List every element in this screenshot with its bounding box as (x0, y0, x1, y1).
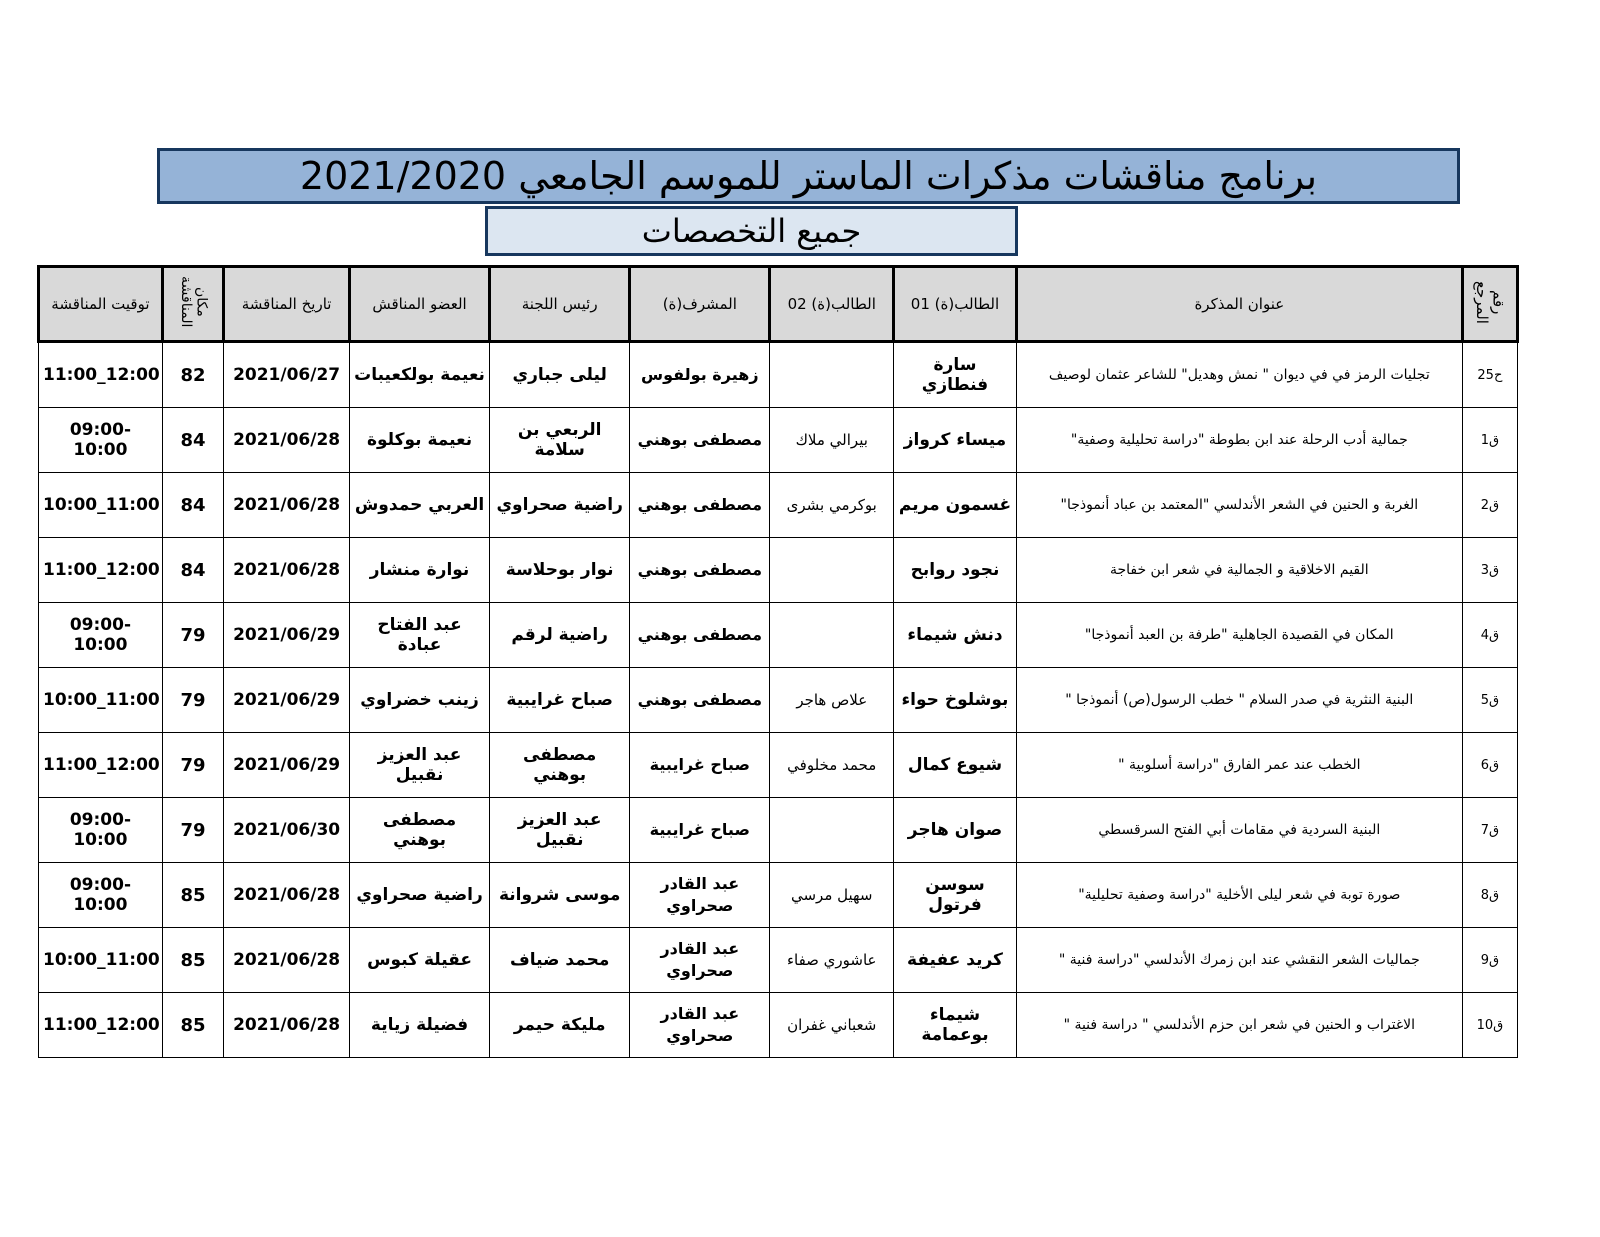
cell-time: 09:00-10:00 (39, 603, 163, 668)
cell-ref: ق4 (1462, 603, 1517, 668)
cell-time: 10:00_11:00 (39, 928, 163, 993)
table-row (39, 473, 1518, 538)
cell-examiner: فضيلة زياية (349, 993, 489, 1058)
cell-ref: ق9 (1462, 928, 1517, 993)
table-row (39, 993, 1518, 1058)
cell-student1: سارة فنطازي (894, 342, 1017, 408)
cell-time: 11:00_12:00 (39, 733, 163, 798)
cell-ref: ق7 (1462, 798, 1517, 863)
cell-student1: نجود روابح (894, 538, 1017, 603)
cell-chair: الربعي بن سلامة (490, 408, 630, 473)
cell-chair: عبد العزيز نقبيل (490, 798, 630, 863)
cell-chair: ليلى جباري (490, 342, 630, 408)
cell-time: 11:00_12:00 (39, 538, 163, 603)
cell-chair: محمد ضياف (490, 928, 630, 993)
cell-time: 10:00_11:00 (39, 668, 163, 733)
table-row (39, 603, 1518, 668)
cell-examiner: نعيمة بوكلوة (349, 408, 489, 473)
cell-ref: ق5 (1462, 668, 1517, 733)
cell-chair: صباح غرايبية (490, 668, 630, 733)
cell-date: 2021/06/28 (224, 863, 350, 928)
cell-date: 2021/06/28 (224, 993, 350, 1058)
cell-supervisor: صباح غرايبية (630, 798, 770, 863)
cell-ref: ق8 (1462, 863, 1517, 928)
cell-chair: موسى شروانة (490, 863, 630, 928)
cell-examiner: نعيمة بولكعيبات (349, 342, 489, 408)
cell-time: 10:00_11:00 (39, 473, 163, 538)
column-header-time: توقيت المناقشة (39, 267, 163, 342)
cell-supervisor: عبد القادر صحراوي (630, 928, 770, 993)
table-row (39, 798, 1518, 863)
table-row (39, 733, 1518, 798)
column-header-supervisor: المشرف(ة) (630, 267, 770, 342)
cell-student1: شيماء بوعمامة (894, 993, 1017, 1058)
cell-chair: نوار بوحلاسة (490, 538, 630, 603)
cell-student1: شيوع كمال (894, 733, 1017, 798)
column-header-thesis-title: عنوان المذكرة (1016, 267, 1462, 342)
cell-chair: مصطفى بوهني (490, 733, 630, 798)
column-header-chair: رئيس اللجنة (490, 267, 630, 342)
cell-date: 2021/06/28 (224, 473, 350, 538)
cell-student2 (770, 538, 894, 603)
cell-ref: ق6 (1462, 733, 1517, 798)
cell-examiner: العربي حمدوش (349, 473, 489, 538)
cell-student1: غسمون مريم (894, 473, 1017, 538)
table-row (39, 408, 1518, 473)
page-title: برنامج مناقشات مذكرات الماستر للموسم الجامعي 2021/2020 (157, 148, 1460, 204)
column-header-date: تاريخ المناقشة (224, 267, 350, 342)
column-header-student1: الطالب(ة) 01 (894, 267, 1017, 342)
column-header-ref: رقم المرجع (1462, 267, 1517, 342)
cell-place: 84 (162, 473, 223, 538)
cell-supervisor: مصطفى بوهني (630, 603, 770, 668)
cell-supervisor: زهيرة بولفوس (630, 342, 770, 408)
cell-student2: بوكرمي بشرى (770, 473, 894, 538)
cell-date: 2021/06/29 (224, 668, 350, 733)
cell-examiner: عبد العزيز نقبيل (349, 733, 489, 798)
cell-supervisor: عبد القادر صحراوي (630, 863, 770, 928)
cell-examiner: نوارة منشار (349, 538, 489, 603)
cell-student2: محمد مخلوفي (770, 733, 894, 798)
cell-date: 2021/06/29 (224, 733, 350, 798)
cell-student2 (770, 603, 894, 668)
cell-student1: صوان هاجر (894, 798, 1017, 863)
cell-examiner: عقيلة كبوس (349, 928, 489, 993)
cell-time: 09:00-10:00 (39, 863, 163, 928)
cell-thesis-title: البنية النثرية في صدر السلام " خطب الرسول(ص) أنموذجا " (1016, 668, 1462, 733)
cell-student1: كريد عفيفة (894, 928, 1017, 993)
cell-thesis-title: الخطب عند عمر الفارق "دراسة أسلوبية " (1016, 733, 1462, 798)
cell-chair: راضية لرقم (490, 603, 630, 668)
table-row (39, 928, 1518, 993)
cell-thesis-title: صورة توبة في شعر ليلى الأخلية "دراسة وصفية تحليلية" (1016, 863, 1462, 928)
cell-student1: دنش شيماء (894, 603, 1017, 668)
cell-thesis-title: تجليات الرمز في في ديوان " نمش وهديل" للشاعر عثمان لوصيف (1016, 342, 1462, 408)
cell-ref: ق1 (1462, 408, 1517, 473)
cell-supervisor: مصطفى بوهني (630, 408, 770, 473)
cell-supervisor: صباح غرايبية (630, 733, 770, 798)
cell-student2: علاص هاجر (770, 668, 894, 733)
cell-date: 2021/06/29 (224, 603, 350, 668)
cell-student1: سوسن فرتول (894, 863, 1017, 928)
cell-examiner: مصطفى بوهني (349, 798, 489, 863)
table-header-row (39, 267, 1518, 342)
cell-place: 79 (162, 798, 223, 863)
cell-student2: سهيل مرسي (770, 863, 894, 928)
cell-ref: ق10 (1462, 993, 1517, 1058)
cell-thesis-title: جمالية أدب الرحلة عند ابن بطوطة "دراسة تحليلية وصفية" (1016, 408, 1462, 473)
column-header-student2: الطالب(ة) 02 (770, 267, 894, 342)
cell-student2: بيرالي ملاك (770, 408, 894, 473)
cell-place: 82 (162, 342, 223, 408)
cell-ref: ق2 (1462, 473, 1517, 538)
table-row (39, 538, 1518, 603)
cell-place: 85 (162, 863, 223, 928)
cell-place: 85 (162, 993, 223, 1058)
cell-place: 79 (162, 733, 223, 798)
cell-place: 84 (162, 538, 223, 603)
cell-date: 2021/06/28 (224, 538, 350, 603)
cell-supervisor: عبد القادر صحراوي (630, 993, 770, 1058)
column-header-place: مكان المناقشة (162, 267, 223, 342)
cell-thesis-title: القيم الاخلاقية و الجمالية في شعر ابن خفاجة (1016, 538, 1462, 603)
cell-student2: شعباني غفران (770, 993, 894, 1058)
cell-supervisor: مصطفى بوهني (630, 538, 770, 603)
cell-examiner: راضية صحراوي (349, 863, 489, 928)
cell-time: 11:00_12:00 (39, 342, 163, 408)
cell-place: 85 (162, 928, 223, 993)
cell-place: 79 (162, 603, 223, 668)
cell-date: 2021/06/30 (224, 798, 350, 863)
column-header-examiner: العضو المناقش (349, 267, 489, 342)
cell-thesis-title: الغربة و الحنين في الشعر الأندلسي "المعتمد بن عباد أنموذجا" (1016, 473, 1462, 538)
cell-place: 84 (162, 408, 223, 473)
cell-date: 2021/06/28 (224, 928, 350, 993)
page-subtitle: جميع التخصصات (485, 206, 1018, 256)
cell-thesis-title: المكان في القصيدة الجاهلية "طرفة بن العبد أنموذجا" (1016, 603, 1462, 668)
cell-chair: راضية صحراوي (490, 473, 630, 538)
cell-chair: مليكة حيمر (490, 993, 630, 1058)
cell-time: 11:00_12:00 (39, 993, 163, 1058)
table-row (39, 863, 1518, 928)
defense-schedule-table (37, 265, 1519, 1058)
cell-examiner: زينب خضراوي (349, 668, 489, 733)
cell-student1: بوشلوخ حواء (894, 668, 1017, 733)
cell-thesis-title: جماليات الشعر النقشي عند ابن زمرك الأندلسي "دراسة فنية " (1016, 928, 1462, 993)
table-row (39, 342, 1518, 408)
cell-student2 (770, 798, 894, 863)
cell-ref: ق3 (1462, 538, 1517, 603)
cell-time: 09:00-10:00 (39, 408, 163, 473)
cell-place: 79 (162, 668, 223, 733)
cell-date: 2021/06/27 (224, 342, 350, 408)
cell-date: 2021/06/28 (224, 408, 350, 473)
table-row (39, 668, 1518, 733)
cell-examiner: عبد الفتاح عبادة (349, 603, 489, 668)
cell-thesis-title: الاغتراب و الحنين في شعر ابن حزم الأندلسي " دراسة فنية " (1016, 993, 1462, 1058)
cell-student1: ميساء كرواز (894, 408, 1017, 473)
cell-student2: عاشوري صفاء (770, 928, 894, 993)
cell-supervisor: مصطفى بوهني (630, 473, 770, 538)
cell-thesis-title: البنية السردية في مقامات أبي الفتح السرقسطي (1016, 798, 1462, 863)
cell-time: 09:00-10:00 (39, 798, 163, 863)
cell-ref: ح25 (1462, 342, 1517, 408)
cell-supervisor: مصطفى بوهني (630, 668, 770, 733)
cell-student2 (770, 342, 894, 408)
